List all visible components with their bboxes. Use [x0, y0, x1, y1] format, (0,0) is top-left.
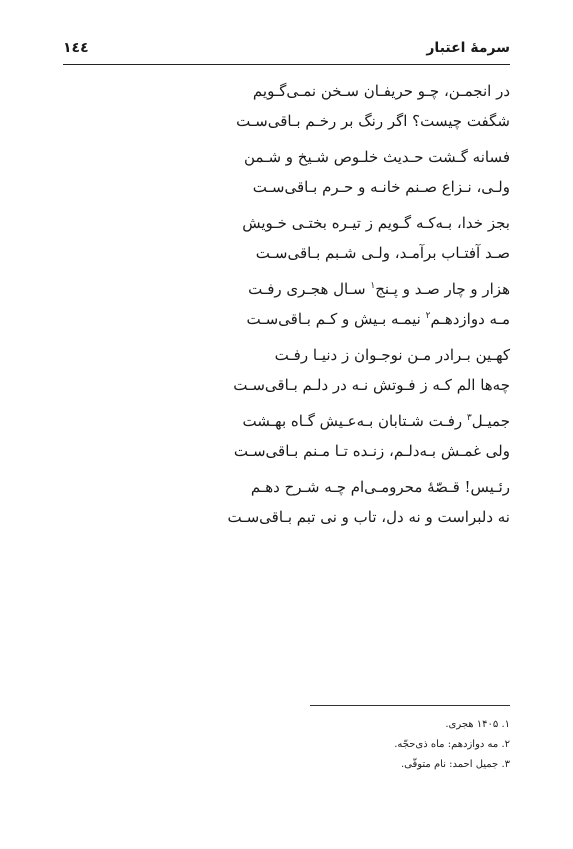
footnote	[270, 715, 510, 735]
footnote	[270, 755, 510, 775]
footnote-separator	[310, 705, 510, 706]
verse-text: رفـت شـتابان بـه‌عـیش گـاه بهـشت	[242, 412, 467, 430]
verse-line: رئـیس! قـصّهٔ محرومـی‌ام چـه شـرح دهـم	[250, 478, 510, 496]
verse-text: هزار و چار صـد و پـنج	[375, 280, 510, 298]
verse-text: سـال هجـری رفـت	[248, 280, 371, 298]
verse-text: نیمـه بـیش و کـم بـاقی‌سـت	[246, 310, 426, 328]
verse-text: جمیـل	[471, 412, 510, 430]
running-title: سرمهٔ اعتبار	[426, 40, 510, 56]
poem	[90, 82, 510, 544]
footnote-number: ۲.	[501, 739, 510, 750]
footnote	[270, 735, 510, 755]
verse-line: شگفت چیست؟ اگر رنگ بر رخـم بـاقی‌سـت	[236, 112, 510, 130]
footnote-text: ۱۴۰۵ هجری.	[445, 719, 499, 730]
verse-line: چه‌ها الم کـه ز فـوتش نـه در دلـم بـاقی‌سـت	[233, 376, 510, 394]
verse-line: بجز خدا، بـه‌کـه گـویم ز تیـره بختـی خـویش	[242, 214, 510, 232]
verse-line: فسانه گـشت حـدیث خلـوص شـیخ و شـمن	[243, 148, 510, 166]
stanza	[90, 82, 510, 130]
verse-line: کهـین بـرادر مـن نوجـوان ز دنیـا رفـت	[274, 346, 510, 364]
footnote-number: ۳.	[501, 759, 510, 770]
verse-line: در انجمـن، چـو حریفـان سـخن نمـی‌گـویم	[252, 82, 510, 100]
footnote-text: جمیل احمد: نام متوفّی.	[400, 759, 499, 770]
footnote-number: ۱.	[501, 719, 510, 730]
stanza	[90, 214, 510, 262]
stanza	[90, 478, 510, 526]
stanza	[90, 412, 510, 460]
footnotes	[270, 715, 510, 775]
header-rule	[63, 64, 510, 65]
verse-line: ولی غمـش بـه‌دلـم، زنـده تـا مـنم بـاقی‌سـت	[233, 442, 510, 460]
verse-line: ولـی، نـزاع صـنم خانـه و حـرم بـاقی‌سـت	[252, 178, 510, 196]
verse-text: مـه دوازدهـم	[430, 310, 510, 328]
verse-line	[90, 412, 510, 430]
page-number: ١٤٤	[63, 40, 89, 56]
page-header	[63, 40, 510, 64]
verse-line	[90, 280, 510, 298]
footnote-marker: ۱	[370, 281, 376, 291]
footnote-text: مه دوازدهم: ماه ذی‌حجّه.	[394, 739, 499, 750]
footnote-marker: ۳	[466, 413, 472, 423]
stanza	[90, 280, 510, 328]
verse-line: صـد آفتـاب برآمـد، ولـی شـبم بـاقی‌سـت	[255, 244, 510, 262]
stanza	[90, 346, 510, 394]
verse-line	[90, 310, 510, 328]
stanza	[90, 148, 510, 196]
verse-line: نه دلبراست و نه دل، تاب و نی تبم بـاقی‌سـت	[227, 508, 510, 526]
footnote-marker: ۲	[425, 311, 431, 321]
